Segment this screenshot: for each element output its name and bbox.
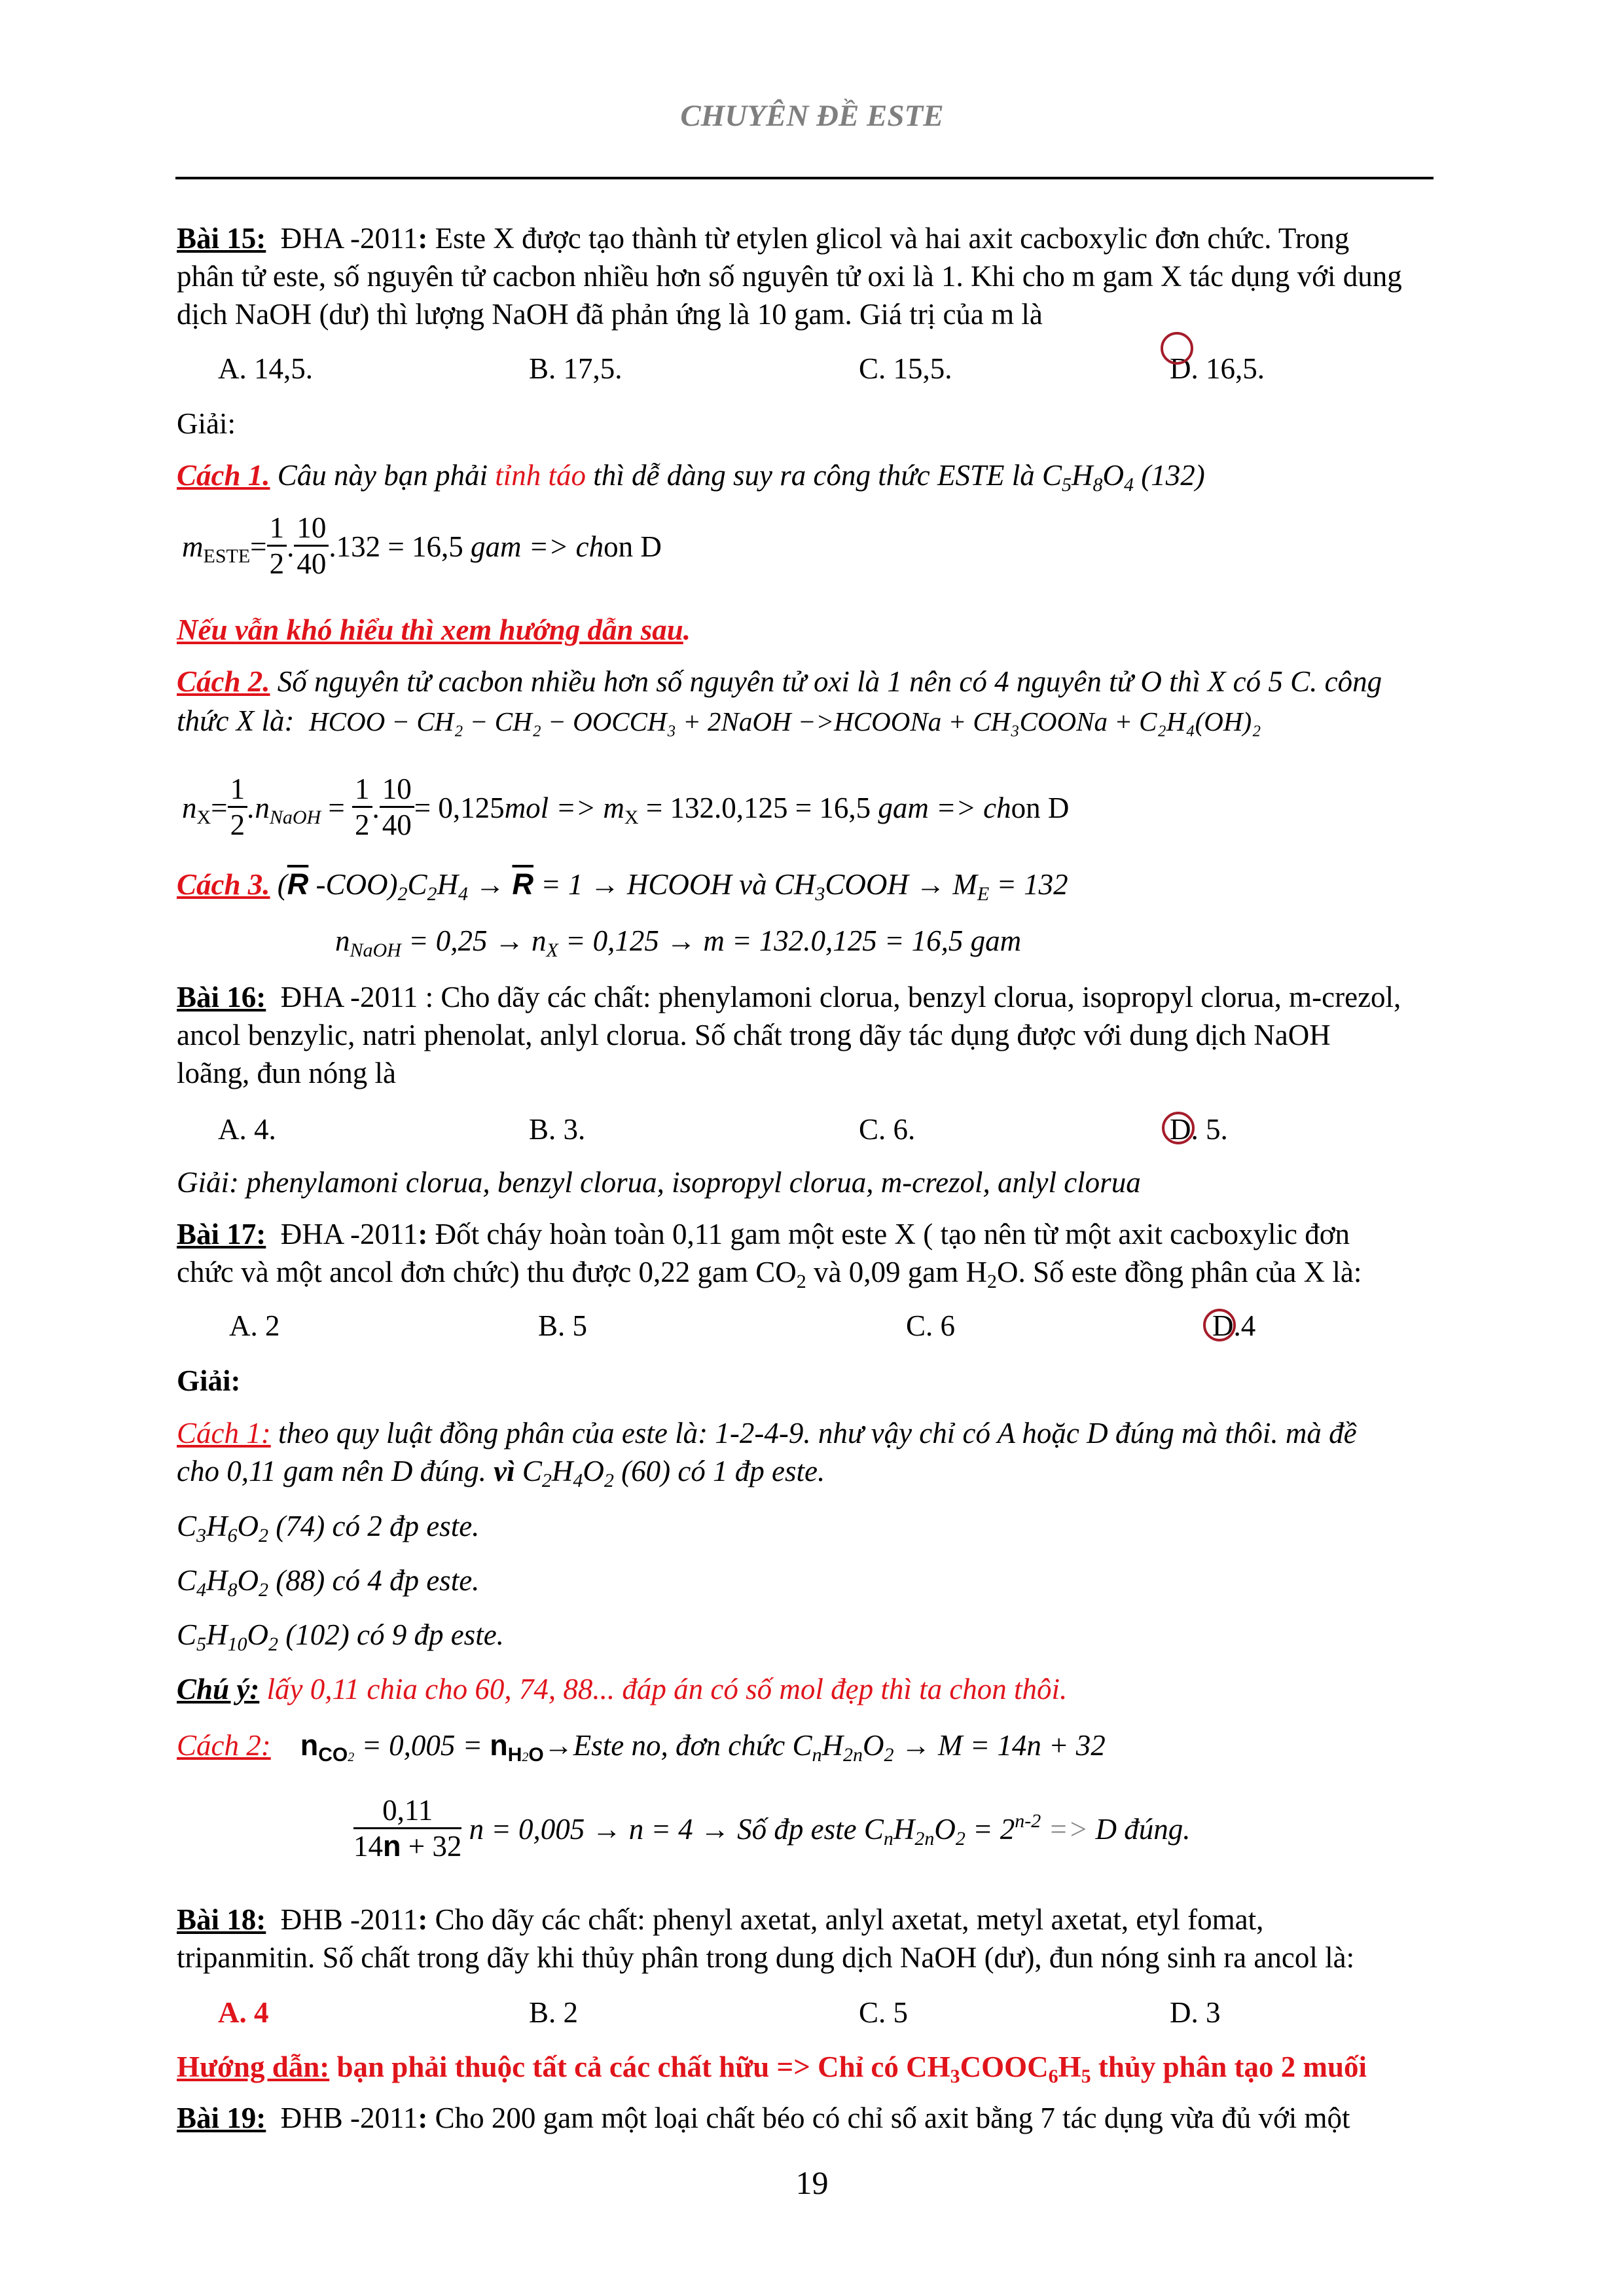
b15-cach1-text-b: thì dễ dàng suy ra công thức ESTE là C xyxy=(586,459,1062,492)
b15-colon: : xyxy=(418,222,428,255)
b16-label: Bài 16: xyxy=(177,981,266,1013)
t: C xyxy=(177,1510,197,1542)
b18-option-a: A. 4 xyxy=(218,1996,269,2029)
t: n xyxy=(335,924,350,957)
t: n = 0,005 → n = 4 → Số đp este C xyxy=(461,1812,884,1846)
t: C xyxy=(407,868,427,901)
sub: 3 xyxy=(815,883,825,905)
eq-gam: gam => ch xyxy=(470,530,604,563)
b17-option-c: C. 6 xyxy=(906,1309,956,1342)
b19-text1: Cho 200 gam một loại chất béo có chỉ số axit bằng 7 tác dụng vừa đủ với một xyxy=(427,2102,1350,2134)
b17-cach1-label: Cách 1: xyxy=(177,1417,271,1449)
sub: E xyxy=(977,883,990,905)
t: = 132 xyxy=(989,868,1068,901)
b17-formula-c5 xyxy=(177,1616,504,1654)
t: n xyxy=(490,1728,508,1762)
b17-formula-c4 xyxy=(177,1561,479,1599)
t: chức và một ancol đơn chức) thu được 0,22 gam CO xyxy=(177,1256,797,1288)
b17-note xyxy=(177,1670,1067,1708)
sub: H xyxy=(507,1744,522,1766)
b15-cach1-label: Cách 1. xyxy=(177,459,270,492)
fraction-10-40 xyxy=(294,511,329,581)
sub: 5 xyxy=(1062,474,1072,496)
t: vì xyxy=(494,1455,515,1487)
t: COOH → M xyxy=(825,868,977,901)
b19-label: Bài 19: xyxy=(177,2102,266,2134)
b15-mol-equation: $n_X=$ $\frac{1}{2}$ $.n_{NaOH}$ = $\frac{1}{2}$ . $\frac{10}{40}$ = $0,125mol => m_X = 132.0,125 = 16,5$ gam => chon D xyxy=(182,773,1070,841)
b17-source: ĐHA -2011 xyxy=(280,1218,418,1250)
sub: 2 xyxy=(986,1271,997,1292)
b15-cach2-line1 xyxy=(177,663,1382,701)
den: 2 xyxy=(269,547,285,580)
b16-option-c: C. 6. xyxy=(859,1113,916,1146)
dot: . xyxy=(287,530,295,563)
sub: 2 xyxy=(259,1579,269,1601)
t: O xyxy=(247,1618,269,1651)
r-bar: $\overline{R}$ xyxy=(287,867,309,901)
t: (88) có 4 đp este. xyxy=(268,1564,480,1597)
t: H xyxy=(551,1455,573,1487)
sub: X xyxy=(624,806,639,828)
sub: 2n xyxy=(842,1744,863,1766)
sub: X xyxy=(546,939,558,961)
b17-option-b: B. 5 xyxy=(538,1309,588,1342)
b15-source: ĐHA -2011 xyxy=(280,222,418,255)
page-number: 19 xyxy=(795,2164,829,2201)
b18-colon: : xyxy=(418,1903,428,1936)
t: C xyxy=(514,1455,542,1487)
eq-on: on D xyxy=(1011,791,1070,824)
eq-sign: = xyxy=(211,791,228,824)
sub: 2 xyxy=(522,1750,529,1764)
b17-cach1-line2 xyxy=(177,1452,825,1490)
t: H xyxy=(206,1510,228,1542)
fraction-1-2 xyxy=(228,772,248,842)
b17-label: Bài 17: xyxy=(177,1218,266,1250)
b18-text1: Cho dãy các chất: phenyl axetat, anlyl axetat, metyl axetat, etyl fomat, xyxy=(427,1903,1264,1936)
t: H xyxy=(206,1564,228,1597)
eq-rest: .132 = 16,5 xyxy=(329,530,471,563)
sub: X xyxy=(196,806,211,828)
b17-giai: Giải: xyxy=(177,1364,241,1397)
sub: 2 xyxy=(268,1633,279,1655)
t: = 1 → HCOOH và CH xyxy=(533,868,816,901)
den: 40 xyxy=(297,547,327,580)
b17-line2 xyxy=(177,1253,1362,1291)
fraction-1-2b xyxy=(352,772,372,842)
b18-label: Bài 18: xyxy=(177,1903,266,1936)
eq-n: .n xyxy=(247,791,270,824)
b16-option-d: D. 5. xyxy=(1170,1113,1228,1146)
sub: 2 xyxy=(427,883,437,905)
sub: 5 xyxy=(196,1633,207,1655)
b17-colon: : xyxy=(418,1218,428,1250)
t: O xyxy=(862,1729,884,1762)
b16-line1 xyxy=(177,978,1401,1016)
t: → M = 14n + 32 xyxy=(893,1729,1106,1762)
eq-on: on D xyxy=(604,530,662,563)
num: 1 xyxy=(228,772,248,808)
sup: n-2 xyxy=(1015,1810,1041,1832)
b15-cach3-line2 xyxy=(335,922,1021,960)
t xyxy=(1041,1813,1048,1846)
b15-cach3-label: Cách 3. xyxy=(177,868,270,901)
b15-option-c: C. 15,5. xyxy=(859,352,952,385)
b17-line1 xyxy=(177,1215,1350,1253)
sub: 2 xyxy=(348,1750,355,1764)
b17-cach2-line1 xyxy=(177,1726,1106,1764)
eq-sign: = xyxy=(321,791,345,824)
eq-var: m xyxy=(182,530,204,563)
t: O xyxy=(237,1510,259,1542)
num: 10 xyxy=(294,511,329,547)
num: 10 xyxy=(380,772,414,808)
num: 0,11 xyxy=(353,1793,461,1829)
sub: 6 xyxy=(227,1525,238,1546)
b19-line1 xyxy=(177,2099,1350,2137)
num: 1 xyxy=(267,511,287,547)
b15-cach1-red: tỉnh táo xyxy=(495,459,586,492)
b17-text1: Đốt cháy hoàn toàn 0,11 gam một este X ( tạo nên từ một axit cacboxylic đơn xyxy=(427,1218,1350,1250)
header-divider xyxy=(175,177,1434,179)
b15-line3: dịch NaOH (dư) thì lượng NaOH đã phản ứng là 10 gam. Giá trị của m là xyxy=(177,298,1043,331)
header-title: CHUYÊN ĐỀ ESTE xyxy=(680,99,944,133)
eq-var: n xyxy=(182,791,197,824)
b17-cach2-line2 xyxy=(353,1794,1191,1867)
sub: 4 xyxy=(458,883,469,905)
b18-source: ĐHB -2011 xyxy=(280,1903,418,1936)
sub: NaOH xyxy=(350,939,401,961)
t: -COO) xyxy=(308,868,398,901)
sub: 3 xyxy=(196,1525,207,1546)
sub: 4 xyxy=(1124,474,1134,496)
sub: 4 xyxy=(573,1470,583,1491)
t: (102) có 9 đp este. xyxy=(278,1618,504,1651)
t: H xyxy=(1058,2050,1081,2083)
t: C xyxy=(177,1618,197,1651)
t: n xyxy=(300,1728,319,1762)
b18-line2: tripanmitin. Số chất trong dãy khi thủy phân trong dung dịch NaOH (dư), đun nóng sinh ra ancol là: xyxy=(177,1941,1355,1974)
r-bar: $\overline{R}$ xyxy=(512,867,534,901)
eq-sign: = xyxy=(250,530,267,563)
b15-line1 xyxy=(177,219,1349,257)
sub: 2 xyxy=(604,1470,614,1491)
sub: NaOH xyxy=(269,806,321,828)
b16-line2: ancol benzylic, natri phenolat, anlyl clorua. Số chất trong dãy tác dụng được với dung dịch NaOH xyxy=(177,1019,1331,1051)
sub: 3 xyxy=(950,2066,960,2087)
b15-option-b: B. 17,5. xyxy=(529,352,623,385)
b15-cach1 xyxy=(177,456,1205,494)
t: → xyxy=(468,868,513,901)
b15-label: Bài 15: xyxy=(177,222,266,255)
b17-cach2-label: Cách 2: xyxy=(177,1729,271,1762)
b17-cach1-line1 xyxy=(177,1414,1357,1452)
t: H xyxy=(206,1618,228,1651)
fraction-1-2 xyxy=(267,511,287,581)
sub: 2n xyxy=(914,1827,935,1850)
b18-option-c: C. 5 xyxy=(859,1996,909,2029)
t: = 0,25 → n xyxy=(401,924,547,957)
b18-option-d: D. 3 xyxy=(1170,1996,1221,2029)
sub: 2 xyxy=(259,1525,269,1546)
b17-cach1-text1: theo quy luật đồng phân của este là: 1-2-4-9. như vậy chỉ có A hoặc D đúng mà thôi. mà đề xyxy=(270,1417,1357,1449)
b17-formula-c3 xyxy=(177,1507,479,1545)
t: O. Số este đồng phân của X là: xyxy=(996,1256,1362,1288)
t: và 0,09 gam H xyxy=(806,1256,987,1288)
sub: 5 xyxy=(1081,2066,1091,2087)
eq-gam: gam => ch xyxy=(878,791,1011,824)
sub: 6 xyxy=(1048,2066,1058,2087)
b16-answer-circle xyxy=(1162,1112,1195,1144)
b17-option-a: A. 2 xyxy=(229,1309,280,1342)
b16-option-b: B. 3. xyxy=(529,1113,586,1146)
t: (60) có 1 đp este. xyxy=(613,1455,825,1487)
b17-note-label: Chú ý: xyxy=(177,1673,260,1705)
t: = 2 xyxy=(965,1812,1015,1846)
b19-colon: : xyxy=(418,2102,428,2134)
b15-cach2-label: Cách 2. xyxy=(177,665,270,698)
den xyxy=(353,1829,461,1863)
num: 1 xyxy=(352,772,372,808)
den: 2 xyxy=(230,809,245,841)
b16-line3: loãng, đun nóng là xyxy=(177,1057,396,1089)
sub: 8 xyxy=(1092,474,1103,496)
t: n xyxy=(383,1829,401,1863)
sub: 2 xyxy=(796,1271,806,1292)
b15-answer-circle xyxy=(1161,332,1193,365)
b15-cach1-text-a: Câu này bạn phải xyxy=(270,459,496,492)
t: O xyxy=(934,1812,956,1846)
sub: 2 xyxy=(884,1744,894,1766)
eq-rest: = 0,125 xyxy=(414,791,505,824)
sub: 4 xyxy=(196,1579,207,1601)
t: O xyxy=(237,1564,259,1597)
b15-option-a: A. 14,5. xyxy=(218,352,313,385)
b15-hint xyxy=(177,611,691,649)
t: COOC xyxy=(960,2050,1049,2083)
sub: 2 xyxy=(955,1827,965,1850)
b15-cach3-line1 xyxy=(177,866,1068,903)
b15-cach2-line2 xyxy=(177,702,1261,740)
sub: n xyxy=(812,1744,822,1766)
t: 14 xyxy=(353,1830,383,1863)
den: 2 xyxy=(355,809,370,841)
b16-giai: Giải: phenylamoni clorua, benzyl clorua, isopropyl clorua, m-crezol, anlyl clorua xyxy=(177,1166,1141,1199)
chem: H xyxy=(1072,459,1093,492)
t: thủy phân tạo 2 muối xyxy=(1091,2050,1367,2083)
b15-cach1-end: (132) xyxy=(1134,459,1205,492)
eq-rest2: = 132.0,125 = 16,5 xyxy=(638,791,878,824)
t: H xyxy=(821,1729,843,1762)
b18-guide xyxy=(177,2048,1367,2086)
b15-hint-dot: . xyxy=(683,613,691,646)
b18-option-b: B. 2 xyxy=(529,1996,579,2029)
sub: 8 xyxy=(227,1579,238,1601)
t: ( xyxy=(270,868,287,901)
fraction-011 xyxy=(353,1793,461,1863)
t: = 0,005 = xyxy=(354,1729,490,1762)
b15-mass-equation xyxy=(182,511,662,585)
t: cho 0,11 gam nên D đúng. xyxy=(177,1455,494,1487)
b16-source: ĐHA -2011 : xyxy=(280,981,434,1013)
b15-cach2-text: Số nguyên tử cacbon nhiều hơn số nguyên tử oxi là 1 nên có 4 nguyên tử O thì X có 5 C. công xyxy=(270,665,1382,698)
sub: CO xyxy=(318,1744,348,1766)
b18-guide-label: Hướng dẫn: xyxy=(177,2050,330,2083)
sub: ESTE xyxy=(203,545,251,567)
eq-mol: mol => m xyxy=(504,791,624,824)
t: D đúng. xyxy=(1088,1812,1191,1846)
t: H xyxy=(893,1812,915,1846)
t: →Este no, đơn chức C xyxy=(543,1729,812,1762)
t: + 32 xyxy=(401,1830,462,1863)
t: bạn phải thuộc tất cả các chất hữu => Chỉ có CH xyxy=(329,2050,950,2083)
sub: O xyxy=(528,1744,544,1766)
sub: 2 xyxy=(397,883,408,905)
b15-hint-text: Nếu vẫn khó hiểu thì xem hướng dẫn sau xyxy=(177,613,683,646)
b15-cach2-formula-label: thức X là: xyxy=(177,704,295,737)
sub: 2 xyxy=(541,1470,552,1491)
t: = 0,125 → m = 132.0,125 = 16,5 gam xyxy=(558,924,1022,957)
b16-option-a: A. 4. xyxy=(218,1113,276,1146)
b15-cach2-reaction: HCOO − CH₂ − CH₂ − OOCCH₃ + 2NaOH −>HCOONa + CH₃COONa + C₂H₄(OH)₂ xyxy=(309,706,1261,737)
t: H xyxy=(437,868,459,901)
b15-text1: Este X được tạo thành từ etylen glicol và hai axit cacboxylic đơn chức. Trong xyxy=(427,222,1350,255)
t: => xyxy=(1048,1812,1089,1846)
t: (74) có 2 đp este. xyxy=(268,1510,480,1542)
fraction-10-40b xyxy=(380,772,414,842)
b18-line1 xyxy=(177,1901,1263,1939)
b17-option-d: D.4 xyxy=(1212,1309,1256,1342)
b16-text1: Cho dãy các chất: phenylamoni clorua, benzyl clorua, isopropyl clorua, m-crezol, xyxy=(433,981,1401,1013)
b15-giai: Giải: xyxy=(177,407,236,440)
chem: O xyxy=(1102,459,1125,492)
t: O xyxy=(583,1455,604,1487)
b19-source: ĐHB -2011 xyxy=(280,2102,418,2134)
t: C xyxy=(177,1564,197,1597)
b15-option-d: D. 16,5. xyxy=(1170,352,1265,385)
b17-answer-circle xyxy=(1203,1309,1236,1341)
sub: 10 xyxy=(227,1633,247,1655)
b15-line2: phân tử este, số nguyên tử cacbon nhiều hơn số nguyên tử oxi là 1. Khi cho m gam X tác dụng với dung xyxy=(177,260,1402,293)
sub: n xyxy=(883,1827,893,1850)
den: 40 xyxy=(382,809,412,841)
b17-note-text: lấy 0,11 chia cho 60, 74, 88... đáp án có số mol đẹp thì ta chon thôi. xyxy=(259,1673,1068,1705)
